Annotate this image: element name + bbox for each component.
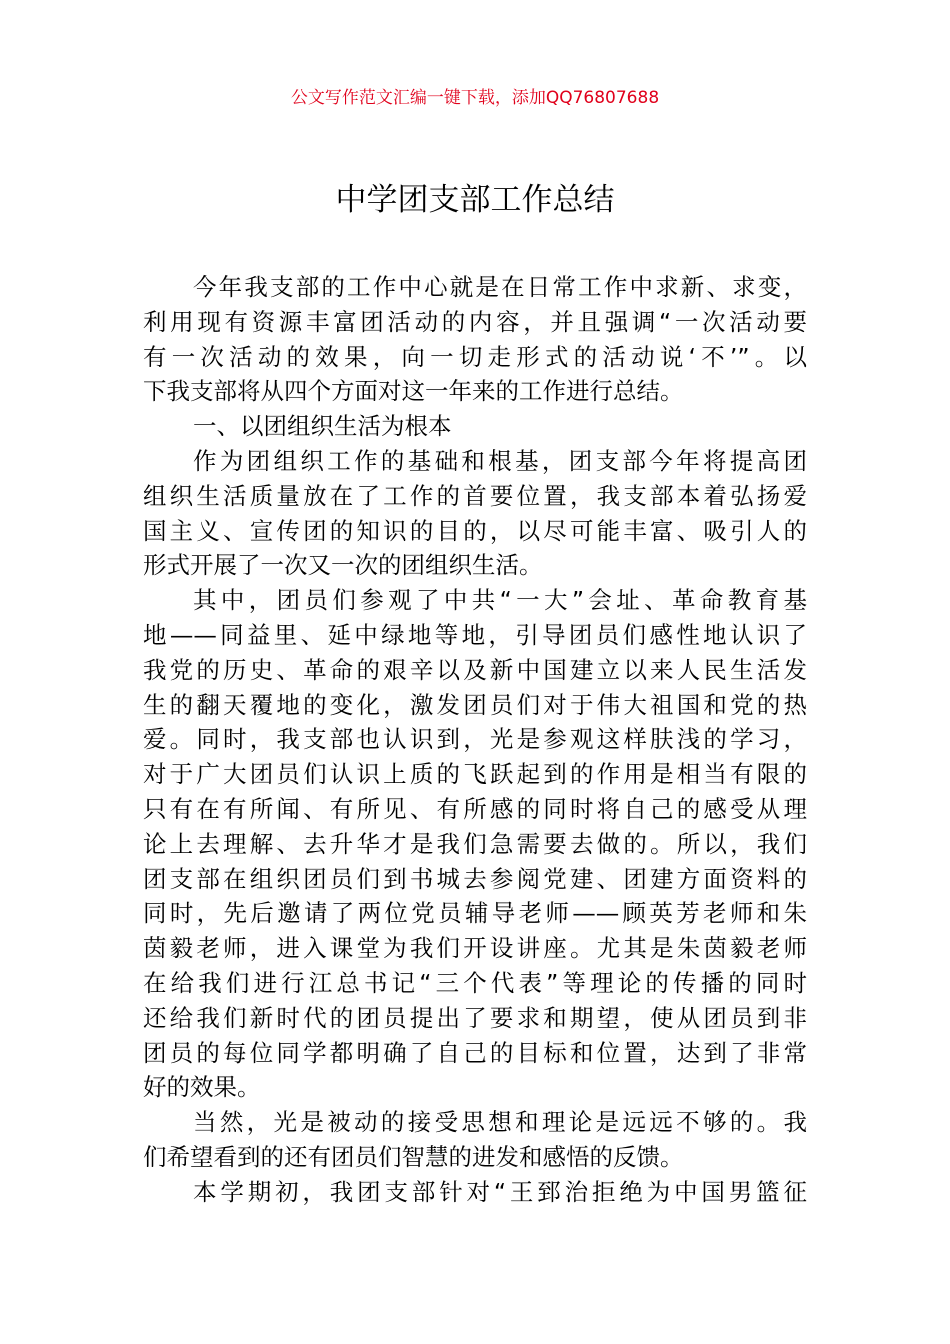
paragraph-line: 国主义、宣传团的知识的目的，以尽可能丰富、吸引人的	[143, 516, 807, 545]
paragraph-line: 们希望看到的还有团员们智慧的进发和感悟的反馈。	[143, 1142, 684, 1171]
document-title: 中学团支部工作总结	[335, 182, 615, 218]
paragraph-line: 下我支部将从四个方面对这一年来的工作进行总结。	[143, 377, 684, 406]
paragraph-line: 在给我们进行江总书记“三个代表”等理论的传播的同时	[143, 968, 807, 997]
paragraph-line: 有一次活动的效果，向一切走形式的活动说‘不’”。以	[143, 342, 807, 371]
paragraph-line: 作为团组织工作的基础和根基，团支部今年将提高团	[193, 446, 807, 475]
paragraph-line: 茵毅老师，进入课堂为我们开设讲座。尤其是朱茵毅老师	[143, 934, 807, 963]
paragraph-line: 生的翻天覆地的变化，激发团员们对于伟大祖国和党的热	[143, 690, 807, 719]
paragraph-line: 当然，光是被动的接受思想和理论是远远不够的。我	[193, 1108, 807, 1137]
document-body	[143, 270, 807, 1210]
paragraph-line: 对于广大团员们认识上质的飞跃起到的作用是相当有限的	[143, 760, 807, 789]
paragraph-line: 好的效果。	[143, 1073, 261, 1102]
paragraph-line: 组织生活质量放在了工作的首要位置，我支部本着弘扬爱	[143, 481, 807, 510]
paragraph-line: 还给我们新时代的团员提出了要求和期望，使从团员到非	[143, 1003, 807, 1032]
paragraph-line: 只有在有所闻、有所见、有所感的同时将自己的感受从理	[143, 794, 807, 823]
paragraph-line: 团支部在组织团员们到书城去参阅党建、团建方面资料的	[143, 864, 807, 893]
section-heading: 一、以团组织生活为根本	[193, 412, 452, 441]
paragraph-line: 利用现有资源丰富团活动的内容，并且强调“一次活动要	[143, 307, 807, 336]
header-download-note: 公文写作范文汇编一键下载，添加QQ76807688	[290, 88, 660, 108]
paragraph-line: 论上去理解、去升华才是我们急需要去做的。所以，我们	[143, 829, 807, 858]
paragraph-line: 形式开展了一次又一次的团组织生活。	[143, 551, 543, 580]
paragraph-line: 今年我支部的工作中心就是在日常工作中求新、求变，	[193, 273, 807, 301]
paragraph-line: 我党的历史、革命的艰辛以及新中国建立以来人民生活发	[143, 655, 807, 684]
paragraph-line: 团员的每位同学都明确了自己的目标和位置，达到了非常	[143, 1038, 807, 1067]
paragraph-line: 爱。同时，我支部也认识到，光是参观这样肤浅的学习，	[143, 725, 807, 754]
paragraph-line: 地——同益里、延中绿地等地，引导团员们感性地认识了	[143, 620, 807, 649]
paragraph-line: 同时，先后邀请了两位党员辅导老师——顾英芳老师和朱	[143, 899, 807, 928]
paragraph-line: 其中，团员们参观了中共“一大”会址、革命教育基	[193, 586, 807, 615]
paragraph-line: 本学期初，我团支部针对“王郅治拒绝为中国男篮征	[193, 1177, 807, 1206]
